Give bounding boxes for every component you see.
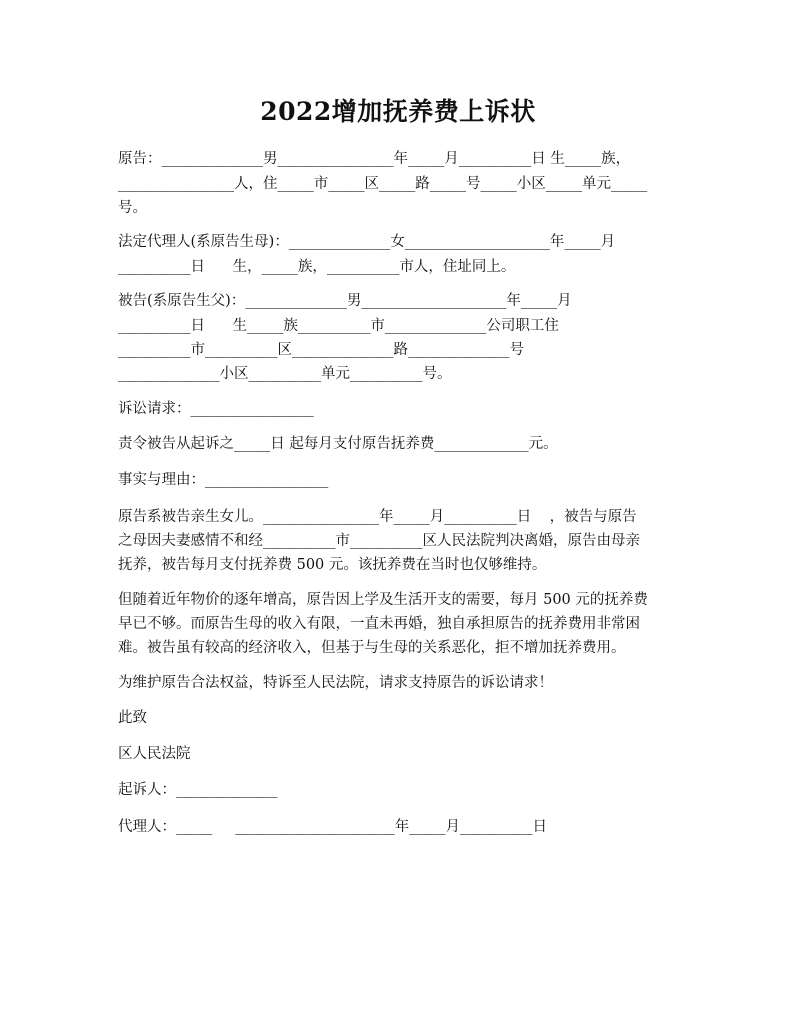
court-name: 区人民法院	[118, 746, 191, 762]
claim-text: 责令被告从起诉之_____日 起每月支付原告抚养费_____________元。	[118, 436, 558, 452]
defendant-line-4: ______________小区__________单元__________号。	[118, 366, 452, 382]
facts-label: 事实与理由：_________________	[118, 472, 329, 488]
plaintiff-line-3: 号。	[118, 200, 147, 216]
facts-para2-line-1: 但随着近年物价的逐年增高，原告因上学及生活开支的需要，每月 500 元的抚养费	[118, 592, 648, 608]
conclusion-text: 为维护原告合法权益，特诉至人民法院，请求支持原告的诉讼请求！	[118, 675, 553, 691]
facts-para1-line-2: 之母因夫妻感情不和经__________市__________区人民法院判决离婚，原告由母亲	[118, 533, 640, 549]
defendant-line-3: __________市__________区______________路______________号	[118, 342, 524, 358]
facts-para2-line-3: 难。被告虽有较高的经济收入，但基于与生母的关系恶化，拒不增加抚养费用。	[118, 640, 626, 656]
defendant-line-2: __________日 生_____族__________市______________公司职工住	[118, 318, 559, 334]
plaintiff-signature: 起诉人：______________	[118, 782, 278, 798]
guardian-line-2: __________日 生，_____族，__________市人，住址同上。	[118, 259, 516, 275]
facts-para2-line-2: 早已不够。而原告生母的收入有限，一直未再婚，独自承担原告的抚养费用非常困	[118, 616, 640, 632]
document-title: 2022增加抚养费上诉状	[260, 97, 536, 126]
defendant-line-1: 被告(系原告生父)：______________男____________________年_____月	[118, 293, 572, 309]
salutation-text: 此致	[118, 710, 147, 726]
agent-signature: 代理人：_____ ______________________年_____月__________日	[118, 819, 548, 835]
plaintiff-line-1: 原告：______________男________________年_____月__________日 生_____族，	[118, 151, 631, 167]
facts-para1-line-3: 抚养，被告每月支付抚养费 500 元。该抚养费在当时也仅够维持。	[118, 557, 547, 573]
guardian-line-1: 法定代理人(系原告生母)：______________女____________________年_____月	[118, 234, 616, 250]
plaintiff-line-2: ________________人，住_____市_____区_____路_____号_____小区_____单元_____	[118, 176, 648, 192]
claims-label: 诉讼请求：_________________	[118, 401, 314, 417]
facts-para1-line-1: 原告系被告亲生女儿。________________年_____月__________日 ，被告与原告	[118, 509, 637, 525]
